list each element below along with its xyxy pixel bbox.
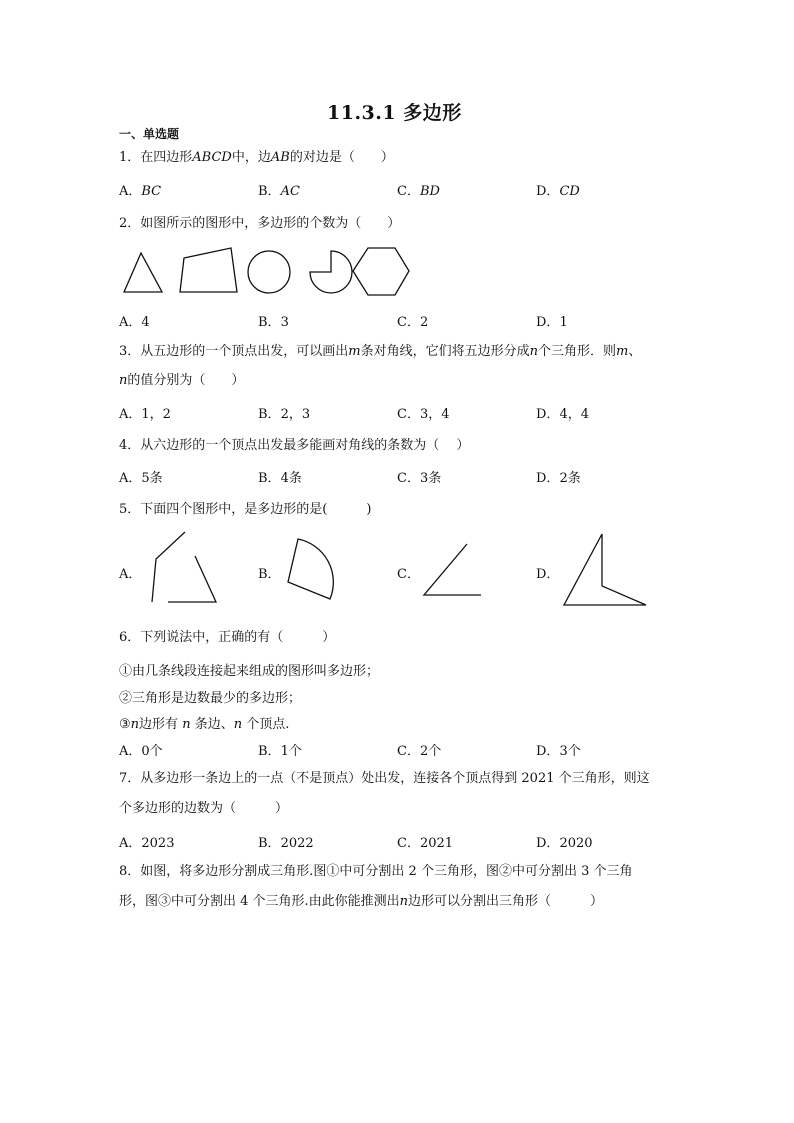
question-6: 6．下列说法中，正确的有（ ） [119,630,336,645]
q2-option-c[interactable]: C．2 [397,315,429,330]
question-8-line-2: 形，图③中可分割出 4 个三角形.由此你能推测出n边形可以分割出三角形（ ） [119,894,604,909]
circle-shape [248,251,290,293]
q5-figure-b [286,536,344,602]
q2-option-b[interactable]: B．3 [258,315,289,330]
q7-option-c[interactable]: C．2021 [397,836,454,851]
question-1: 1．在四边形ABCD中，边AB的对边是（ ） [119,150,394,165]
section-heading: 一、单选题 [119,127,180,141]
quadrilateral-shape [180,248,237,292]
question-7-line-1: 7．从多边形一条边上的一点（不是顶点）处出发，连接各个顶点得到 2021 个三角形，则这 [119,771,650,786]
q5-figure-d [562,532,650,608]
question-8-line-1: 8．如图，将多边形分割成三角形.图①中可分割出 2 个三角形，图②中可分割出 3 个三角 [119,864,633,879]
q6-option-d[interactable]: D．3个 [536,744,581,759]
q6-statement-2: ②三角形是边数最少的多边形； [119,691,302,706]
question-3-line-1: 3．从五边形的一个顶点出发，可以画出m条对角线，它们将五边形分成n个三角形．则m、 [119,344,642,359]
q4-option-b[interactable]: B．4条 [258,471,302,486]
q6-option-b[interactable]: B．1个 [258,744,302,759]
q4-option-a[interactable]: A．5条 [119,471,163,486]
question-5: 5．下面四个图形中，是多边形的是( ) [119,502,372,517]
question-2: 2．如图所示的图形中，多边形的个数为（ ） [119,216,401,231]
q6-option-c[interactable]: C．2个 [397,744,442,759]
q4-option-d[interactable]: D．2条 [536,471,581,486]
q3-option-c[interactable]: C．3，4 [397,407,450,422]
triangle-shape [124,253,162,292]
question-4: 4．从六边形的一个顶点出发最多能画对角线的条数为（ ） [119,438,470,453]
q1-option-d[interactable]: D．CD [536,184,580,199]
q5-option-a[interactable]: A． [119,567,142,582]
q2-option-d[interactable]: D．1 [536,315,568,330]
hexagon-shape [353,248,409,295]
q7-option-b[interactable]: B．2022 [258,836,314,851]
q5-figure-a [148,530,220,606]
q5-option-b[interactable]: B． [258,567,281,582]
q2-figure-shapes [119,244,419,300]
q1-option-b[interactable]: B．AC [258,184,300,199]
q5-option-c[interactable]: C． [397,567,420,582]
sector-shape [310,251,352,293]
q7-option-d[interactable]: D．2020 [536,836,593,851]
q4-option-c[interactable]: C．3条 [397,471,442,486]
q3-option-a[interactable]: A．1，2 [119,407,171,422]
q5-option-d[interactable]: D． [536,567,560,582]
q2-option-a[interactable]: A．4 [119,315,150,330]
q6-option-a[interactable]: A．0个 [119,744,163,759]
q7-option-a[interactable]: A．2023 [119,836,175,851]
q5-figure-c [422,542,484,598]
q3-option-b[interactable]: B．2，3 [258,407,311,422]
q3-option-d[interactable]: D．4，4 [536,407,589,422]
question-7-line-2: 个多边形的边数为（ ） [119,801,289,816]
q6-statement-3: ③n边形有 n 条边、n 个顶点. [119,717,290,732]
q1-option-c[interactable]: C．BD [397,184,440,199]
page-title: 11.3.1 多边形 [327,102,462,124]
q6-statement-1: ①由几条线段连接起来组成的图形叫多边形； [119,664,380,679]
question-3-line-2: n的值分别为（ ） [119,373,245,388]
q1-option-a[interactable]: A．BC [119,184,162,199]
